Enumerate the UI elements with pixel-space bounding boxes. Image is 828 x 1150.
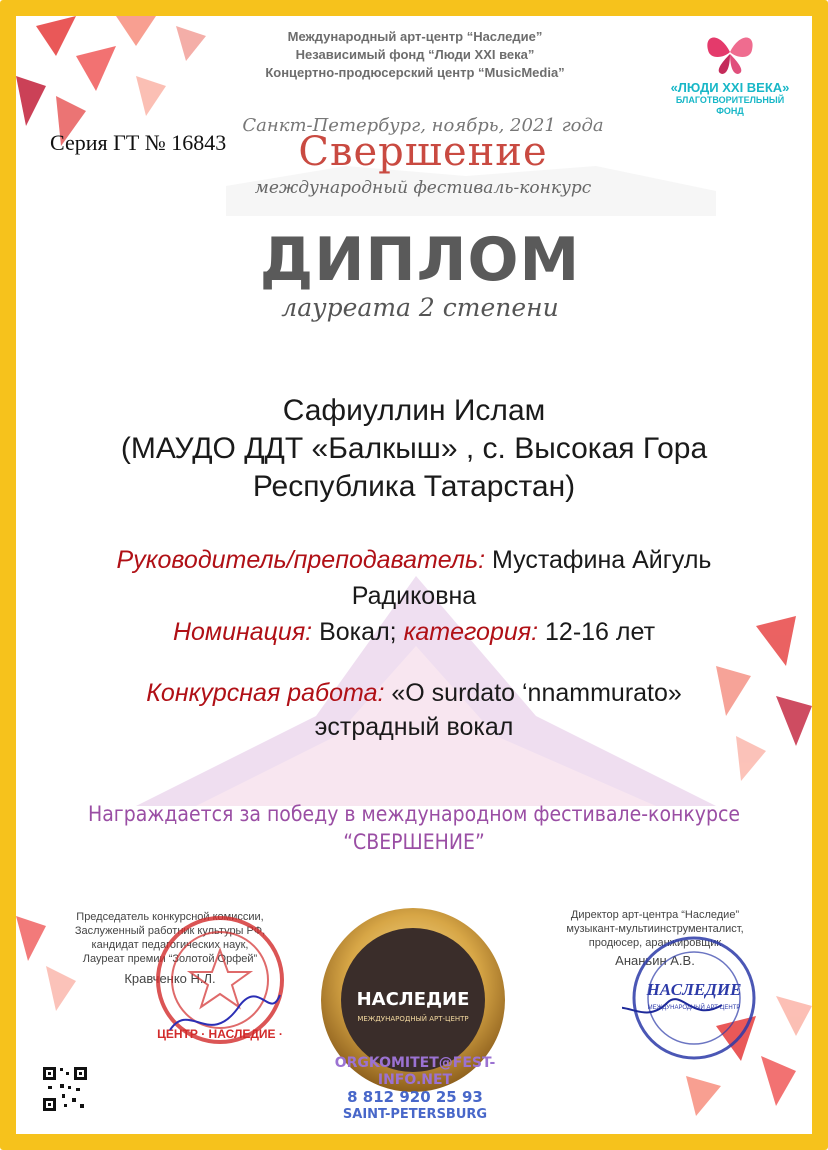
stamp-right-subtitle: МЕЖДУНАРОДНЫЙ АРТ-ЦЕНТР: [647, 1005, 741, 1011]
stamp-left-text: ЦЕНТР · НАСЛЕДИЕ ·: [157, 1027, 283, 1041]
nomination-label: Номинация:: [172, 618, 313, 646]
contacts-block: [300, 1055, 530, 1123]
fund-subtitle: ФОНД: [716, 106, 744, 116]
recipient-region: Республика Татарстан): [252, 470, 576, 503]
award-festival-name: “СВЕРШЕНИЕ”: [343, 830, 485, 854]
category-value: 12-16 лет: [545, 618, 656, 646]
work-genre: эстрадный вокал: [314, 713, 514, 741]
recipient-block: [40, 392, 788, 506]
signatory-line: Заслуженный работник культуры РФ,: [74, 925, 266, 937]
triangle-pattern-top-left: [16, 16, 206, 146]
series-number: Серия ГТ № 16843: [50, 130, 227, 155]
work-label: Конкурсная работа:: [146, 679, 385, 707]
organizer-line: Концертно-продюсерский центр “MusicMedia”: [265, 65, 565, 80]
work-title: «O surdato ‘nnammurato»: [391, 679, 682, 707]
organizers-block: [230, 28, 600, 82]
category-label: категория:: [403, 618, 539, 646]
award-text: [60, 800, 768, 856]
diploma-title: ДИПЛОМ: [259, 225, 581, 295]
stamp-right-text: НАСЛЕДИЕ: [646, 980, 742, 999]
teacher-label: Руководитель/преподаватель:: [116, 546, 486, 574]
signatory-line: кандидат педагогических наук,: [91, 939, 249, 951]
fund-logo: [650, 28, 810, 117]
signatory-name: Кравченко Н.Л.: [124, 971, 216, 986]
work-block: [40, 676, 788, 744]
signatory-line: музыкант-мультиинструменталист,: [566, 923, 744, 935]
qr-code-icon: [42, 1066, 88, 1112]
fund-subtitle: БЛАГОТВОРИТЕЛЬНЫЙ: [675, 95, 785, 105]
fund-name: «ЛЮДИ XXI ВЕКА»: [670, 80, 790, 95]
festival-subtitle: международный фестиваль-конкурс: [254, 178, 592, 198]
award-line: Награждается за победу в международном фестивале-конкурсе: [88, 802, 740, 826]
butterfly-icon: [700, 28, 760, 76]
stamp-right: [622, 933, 767, 1063]
stamp-left: [150, 910, 290, 1050]
organizer-line: Международный арт-центр “Наследие”: [287, 29, 543, 44]
nomination-value: Вокал;: [319, 618, 397, 646]
signatory-line: Директор арт-центра “Наследие”: [570, 909, 740, 921]
medal-subtitle: МЕЖДУНАРОДНЫЙ АРТ-ЦЕНТР: [357, 1015, 469, 1023]
festival-date: Санкт-Петербург, ноябрь, 2021 года: [242, 115, 604, 136]
recipient-organization: (МАУДО ДДТ «Балкыш» , с. Высокая Гора: [120, 432, 708, 465]
teacher-name-continued: Радиковна: [351, 582, 477, 610]
diploma-degree: лауреата 2 степени: [281, 293, 559, 322]
organizer-line: Независимый фонд “Люди XXI века”: [295, 47, 535, 62]
medal-title: НАСЛЕДИЕ: [356, 989, 470, 1010]
teacher-name: Мустафина Айгуль: [492, 546, 712, 574]
signatory-line: Председатель конкурсной комиссии,: [76, 911, 264, 923]
contact-phone: 8 812 920 25 93: [347, 1088, 483, 1106]
festival-logo: [238, 115, 608, 198]
details-block: [40, 542, 788, 650]
signatory-line: продюсер, аранжировщик: [588, 937, 722, 949]
festival-name: Свершение: [298, 129, 548, 175]
signatory-name: Ананьин А.В.: [615, 953, 695, 968]
contact-email[interactable]: ORGKOMITET@FEST-INFO.NET: [334, 1055, 496, 1088]
signatory-line: Лауреат премии “Золотой Орфей”: [82, 953, 258, 965]
contact-city: SAINT-PETERSBURG: [342, 1107, 488, 1122]
recipient-name: Сафиуллин Ислам: [282, 394, 546, 427]
